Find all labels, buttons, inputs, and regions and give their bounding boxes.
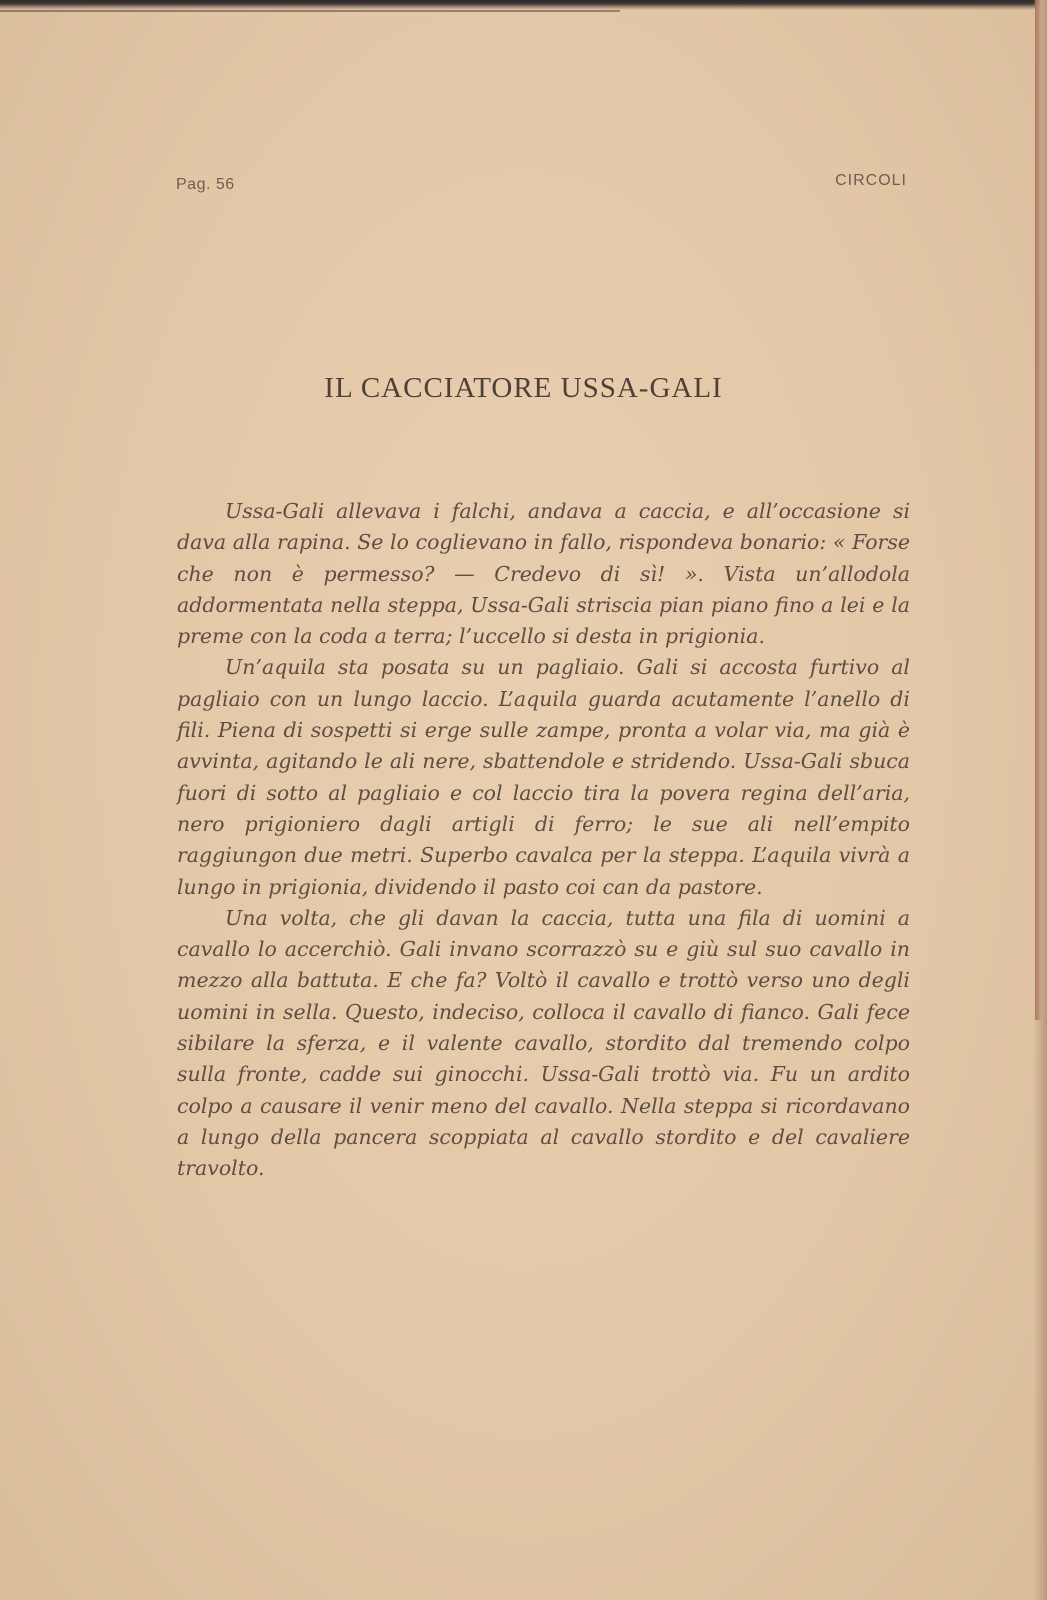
page-top-shadow bbox=[0, 0, 1047, 10]
article-body bbox=[177, 496, 910, 1185]
paragraph-3: Una volta, che gli davan la caccia, tutta una fila di uomini a cavallo lo accerchiò. Gali invano scorrazzò su e giù sul suo cavallo in mezzo alla battuta. E che fa? Voltò il cavallo e trottò verso uno degli uomini in sella. Questo, indeciso, colloca il cavallo di fianco. Gali fece sibilare la sferza, e il valente cavallo, stordito dal tremendo colpo sulla fronte, cadde sui ginocchi. Ussa-Gali trottò via. Fu un ardito colpo a causare il venir meno del cavallo. Nella steppa si ricordavano a lungo della pancera scoppiata al cavallo stordito e del cavaliere travolto. bbox=[177, 905, 910, 1181]
section-name: CIRCOLI bbox=[835, 172, 907, 189]
paragraph-2: Un’aquila sta posata su un pagliaio. Gali si accosta furtivo al pagliaio con un lungo laccio. L’aquila guarda acutamente l’anello di fili. Piena di sospetti si erge sulle zampe, pronta a volar via, ma già è avvinta, agitando le ali nere, sbattendole e stridendo. Ussa-Gali sbuca fuori di sotto al pagliaio e col laccio tira la povera regina dell’aria, nero prigioniero dagli artigli di ferro; le sue ali nell’empito raggiungon due metri. Superbo cavalca per la steppa. L’aquila vivrà a lungo in prigionia, dividendo il pasto coi can da pastore. bbox=[177, 655, 910, 899]
page-right-shadow bbox=[1033, 0, 1047, 1600]
article-title: IL CACCIATORE USSA-GALI bbox=[324, 372, 723, 404]
paragraph-1: Ussa-Gali allevava i falchi, andava a caccia, e all’occasione si dava alla rapina. Se lo coglievano in fallo, rispondeva bonario: « Forse che non è permesso? — Credevo di sì! ». Vista un’allodola addormentata nella steppa, Ussa-Gali striscia pian piano fino a lei e la preme con la coda a terra; l’uccello si desta in prigionia. bbox=[177, 499, 910, 649]
page-top-rule bbox=[0, 10, 620, 12]
running-header bbox=[0, 172, 1047, 200]
page-number: Pag. 56 bbox=[176, 176, 235, 193]
